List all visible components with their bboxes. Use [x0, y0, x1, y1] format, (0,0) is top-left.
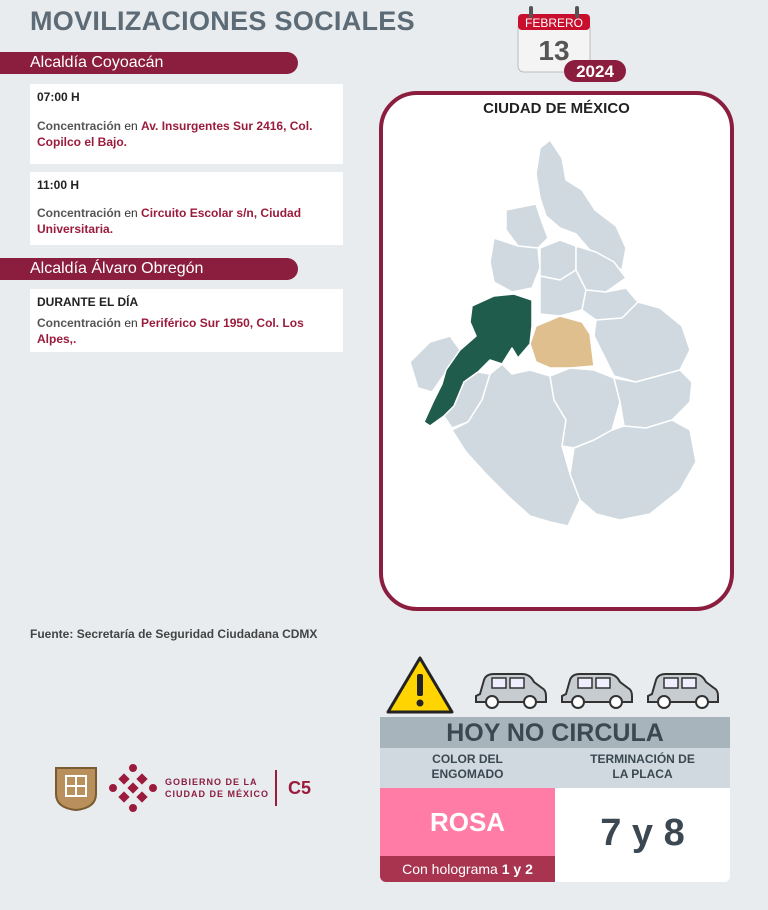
gov-logo-line1: GOBIERNO DE LA — [165, 777, 258, 787]
event-place: Av. Insurgentes Sur 2416, Col. Copilco el Bajo. — [37, 119, 313, 149]
event-type: Concentración — [37, 206, 122, 220]
calendar-year: 2024 — [576, 62, 614, 81]
map-region-coyoacan — [530, 316, 594, 368]
calendar-month: FEBRERO — [524, 16, 584, 30]
cdmx-map — [390, 130, 720, 570]
source-text: Secretaría de Seguridad Ciudadana CDMX — [76, 627, 318, 641]
map-title: CIUDAD DE MÉXICO — [483, 100, 630, 117]
calendar-icon — [517, 4, 614, 81]
event-time: 07:00 H — [37, 90, 80, 104]
hnc-header-row — [380, 748, 730, 788]
hnc-color-header-line1: COLOR DEL — [432, 752, 503, 766]
hnc-color-value: ROSA — [380, 788, 555, 856]
hnc-title: HOY NO CIRCULA — [380, 717, 730, 748]
event-description — [37, 118, 336, 150]
hnc-hologram-prefix: Con holograma — [402, 861, 502, 877]
event-connector: en — [121, 316, 142, 330]
hnc-hologram-values: 1 y 2 — [501, 861, 533, 877]
source-label: Fuente: — [30, 627, 74, 641]
gov-logo-text — [165, 776, 269, 800]
hnc-hologram — [380, 856, 555, 882]
event-time: 11:00 H — [37, 178, 80, 192]
event-description — [37, 205, 336, 237]
hoy-no-circula-panel — [380, 717, 730, 882]
event-type: Concentración — [37, 119, 122, 133]
car-icon — [562, 674, 632, 708]
hnc-color-header-line2: ENGOMADO — [431, 767, 504, 781]
map-region — [506, 204, 548, 248]
hnc-plate-header-line1: TERMINACIÓN DE — [590, 752, 695, 766]
event-connector: en — [121, 206, 142, 220]
hnc-plate-header-line2: LA PLACA — [612, 767, 673, 781]
hnc-color-header — [380, 752, 555, 782]
hnc-plate-value: 7 y 8 — [555, 788, 730, 882]
warning-icon — [388, 658, 452, 712]
event-description — [37, 315, 336, 347]
source-note — [30, 627, 317, 641]
logo-divider — [275, 770, 277, 806]
event-card — [30, 84, 343, 164]
cdmx-shield-logo — [52, 764, 100, 812]
event-card — [30, 172, 343, 245]
c5-logo: C5 — [288, 778, 312, 798]
car-icon — [648, 674, 718, 708]
gov-logo-line2: CIUDAD DE MÉXICO — [165, 789, 270, 799]
cdmx-gov-emblem — [108, 762, 158, 814]
event-connector: en — [121, 119, 142, 133]
event-time: DURANTE EL DÍA — [37, 295, 139, 309]
hnc-icons — [386, 654, 731, 718]
event-place: Circuito Escolar s/n, Ciudad Universitaria. — [37, 206, 302, 236]
page-title: MOVILIZACIONES SOCIALES — [30, 6, 415, 36]
calendar-day: 13 — [538, 35, 570, 66]
event-place: Periférico Sur 1950, Col. Los Alpes,. — [37, 316, 304, 346]
alcaldia-header-alvaro-obregon: Alcaldía Álvaro Obregón — [0, 258, 298, 280]
hnc-plate-header — [555, 752, 730, 782]
event-card — [30, 289, 343, 352]
alcaldia-header-coyoacan: Alcaldía Coyoacán — [0, 52, 298, 74]
car-icon — [476, 674, 546, 708]
event-type: Concentración — [37, 316, 122, 330]
